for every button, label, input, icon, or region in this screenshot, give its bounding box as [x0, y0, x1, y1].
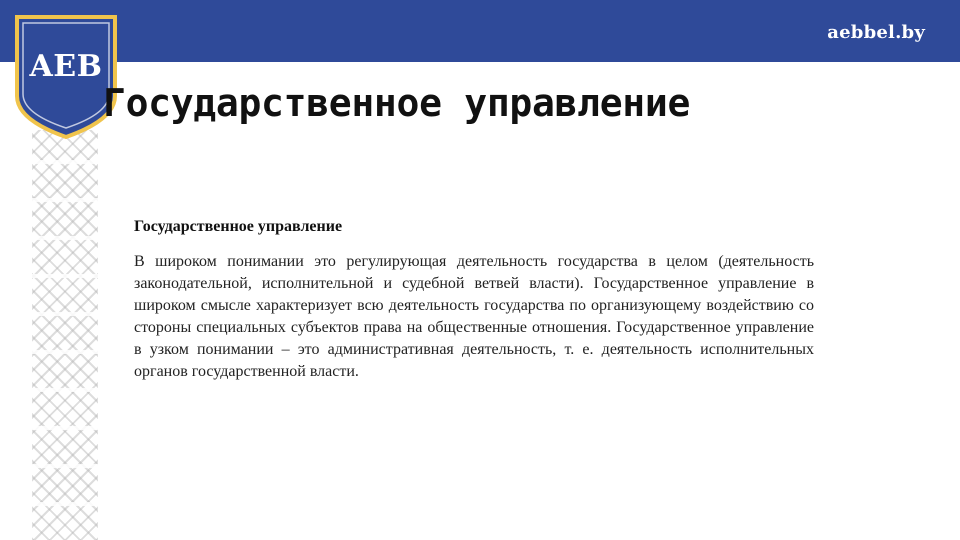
site-url[interactable]: aebbel.by [827, 22, 925, 43]
slide-title: Государственное управление [103, 81, 691, 125]
content-block [134, 218, 814, 383]
logo-text: AEB [29, 49, 103, 84]
header-band [0, 0, 960, 62]
content-heading: Государственное управление [134, 218, 343, 235]
folk-ornament-strip [32, 130, 98, 540]
definition-paragraph: В широком понимании это регулирующая деятельность государства в целом (деятельность законодательной, исполнительной и судебной ветвей власти). Государственное управление в широком смысле характеризует всю деятельность государства по организующему воздействию со стороны специальных субъектов права на общественные отношения. Государственное управление в узком понимании – это административная деятельность, т. е. деятельность исполнительных органов государственной власти. [134, 253, 814, 380]
